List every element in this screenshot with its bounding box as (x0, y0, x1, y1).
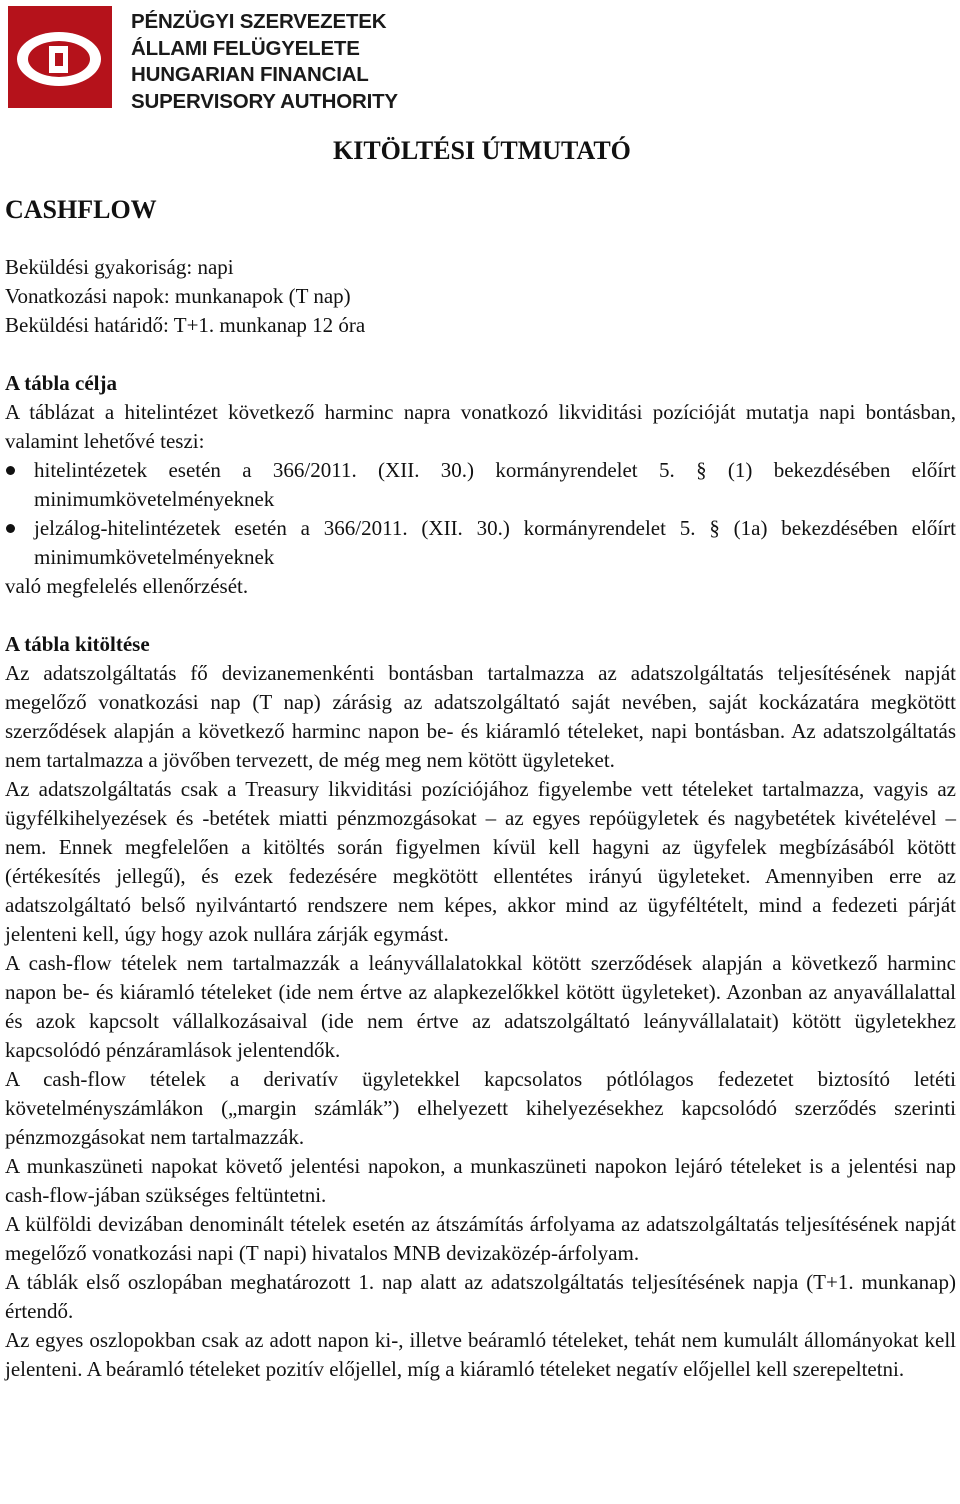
spacer (5, 340, 956, 369)
bullet-icon (6, 524, 15, 533)
reference-days: Vonatkozási napok: munkanapok (T nap) (5, 284, 351, 308)
filling-paragraph: A munkaszüneti napokat követő jelentési napokon, a munkaszüneti napokon lejáró tételeket is a jelentési nap cash-flow-jában szükséges feltüntetni. (5, 1154, 956, 1207)
list-item-text: hitelintézetek esetén a 366/2011. (XII. 30.) kormányrendelet 5. § (1) bekezdésében előírt minimumkövetelményeknek (34, 458, 956, 511)
document-title: KITÖLTÉSI ÚTMUTATÓ (333, 136, 631, 165)
purpose-heading: A tábla célja (5, 371, 117, 395)
logo-line: ÁLLAMI FELÜGYELETE (131, 36, 360, 60)
filling-paragraph: A külföldi devizában denominált tételek esetén az átszámítás árfolyama az adatszolgáltatás teljesítésének napját megelőző vonatkozási napi (T napi) hivatalos MNB devizaközép-árfolyam. (5, 1212, 956, 1265)
submission-frequency: Beküldési gyakoriság: napi (5, 255, 234, 279)
filling-paragraph: Az adatszolgáltatás csak a Treasury likviditási pozíciójához figyelembe vett tételeket tartalmazza, vagyis az ügyfélkihelyezések és -betétek miatti pénzmozgásokat – az egyes repóügyletek és nagybetétek kivételével – nem. Ennek megfelelően a kitöltés során figyelmen kívül kell hagyni az ügyfelek megbízásából kötött (értékesítés jellegű), és ezek fedezésére megkötött ellentétes irányú ügyleteket. Amennyiben erre az adatszolgáltató belső nyilvántartó rendszere nem képes, akkor mind az ügyféltételt, mind a fedezeti párját jelenteni kell, úgy hogy azok nullára zárják egymást. (5, 777, 956, 946)
purpose-intro: A táblázat a hitelintézet következő harminc napra vonatkozó likviditási pozícióját mutatja napi bontásban, valamint lehetővé teszi: (5, 400, 956, 453)
list-item (5, 514, 956, 572)
list-item-text: jelzálog-hitelintézetek esetén a 366/2011. (XII. 30.) kormányrendelet 5. § (1a) bekezdésében előírt minimumkövetelményeknek (34, 516, 956, 569)
requirement-list (5, 456, 956, 572)
filling-paragraph: A táblák első oszlopában meghatározott 1. nap alatt az adatszolgáltatás teljesítésének napja (T+1. munkanap) értendő. (5, 1270, 956, 1323)
authority-emblem-icon (8, 6, 112, 108)
filling-paragraph: Az egyes oszlopokban csak az adott napon ki-, illetve beáramló tételeket, tehát nem kumulált állományokat kell jelenteni. A beáramló tételeket pozitív előjellel, míg a kiáramló tételeket negatív előjellel kell szerepeltetni. (5, 1328, 956, 1381)
hfsa-logo (8, 6, 438, 113)
logo-line: SUPERVISORY AUTHORITY (131, 89, 398, 113)
submission-deadline: Beküldési határidő: T+1. munkanap 12 óra (5, 313, 366, 337)
filling-paragraph: A cash-flow tételek a derivatív ügyletekkel kapcsolatos pótlólagos fedezetet biztosító letéti követelményszámlákon („margin számlák”) elhelyezett kihelyezésekhez kapcsolódó szerződés szerinti pénzmozgásokat nem tartalmazzák. (5, 1067, 956, 1149)
logo-line: PÉNZÜGYI SZERVEZETEK (131, 10, 387, 33)
spacer (5, 601, 956, 630)
filling-paragraph: Az adatszolgáltatás fő devizanemenkénti bontásban tartalmazza az adatszolgáltatás teljesítésének napját megelőző vonatkozási nap (T nap) zárásig az adatszolgáltató saját nevében, saját kockázatára megkötött szerződések alapján a következő harminc napon be- és kiáramló tételeket, napi bontásban. Az adatszolgáltatás nem tartalmazza a jövőben tervezett, de még meg nem kötött ügyleteket. (5, 661, 956, 772)
emblem-graphic (8, 6, 112, 108)
filling-heading: A tábla kitöltése (5, 632, 150, 656)
purpose-closing: való megfelelés ellenőrzését. (5, 574, 249, 598)
bullet-icon (6, 466, 15, 475)
logo-wordmark (131, 9, 398, 115)
list-item (5, 456, 956, 514)
report-name-heading: CASHFLOW (5, 195, 157, 224)
document-body (5, 253, 956, 1384)
filling-paragraph: A cash-flow tételek nem tartalmazzák a leányvállalatokkal kötött szerződések alapján a következő harminc napon be- és kiáramló tételeket (ide nem értve az alapkezelőkkel kötött ügyleteket). Azonban az anyavállalattal és azok kapcsolt vállalkozásaival (ide nem értve az adatszolgáltató leányvállalatait) kötött ügyletekhez kapcsolódó pénzáramlások jelentendők. (5, 951, 956, 1062)
logo-line: HUNGARIAN FINANCIAL (131, 63, 369, 87)
